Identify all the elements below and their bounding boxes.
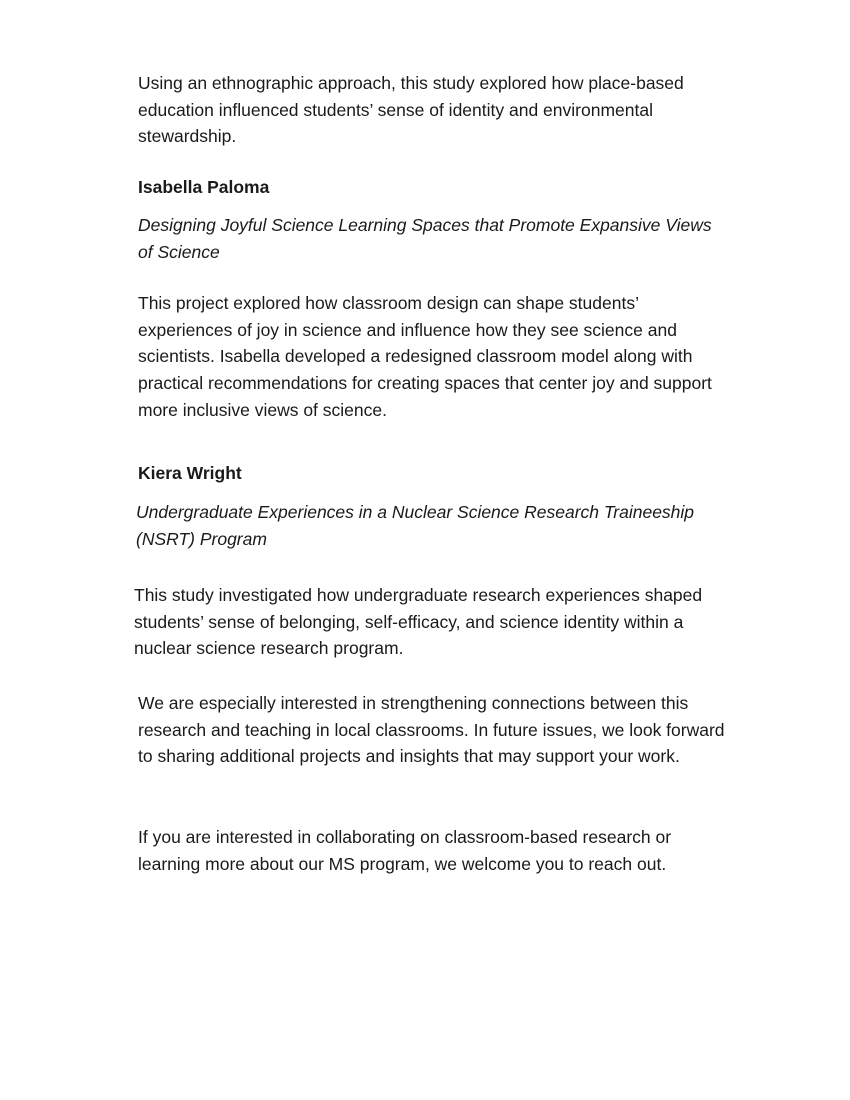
closing-paragraph: If you are interested in collaborating on classroom-based research or learning more about our MS program, we welcome you to reach out. [138, 827, 672, 874]
project-author: Kiera Wright [138, 463, 242, 483]
project-title: Designing Joyful Science Learning Spaces that Promote Expansive Views of Science [138, 215, 712, 262]
project-title: Undergraduate Experiences in a Nuclear Science Research Traineeship (NSRT) Program [136, 502, 695, 549]
project-description: This project explored how classroom design can shape students’ experiences of joy in science and influence how they see science and scientists. Isabella developed a redesigned classroom model along with practical recommendations for creating spaces that center joy and support more inclusive views of science. [138, 293, 712, 420]
project-description: This study investigated how undergraduate research experiences shaped students’ sense of belonging, self-efficacy, and science identity within a nuclear science research program. [134, 585, 703, 659]
project-author: Isabella Paloma [138, 177, 270, 197]
closing-paragraph: We are especially interested in strengthening connections between this research and teaching in local classrooms. In future issues, we look forward to sharing additional projects and insights that may support your work. [138, 693, 725, 767]
intro-paragraph: Using an ethnographic approach, this study explored how place-based education influenced students’ sense of identity and environmental stewardship. [138, 73, 684, 147]
